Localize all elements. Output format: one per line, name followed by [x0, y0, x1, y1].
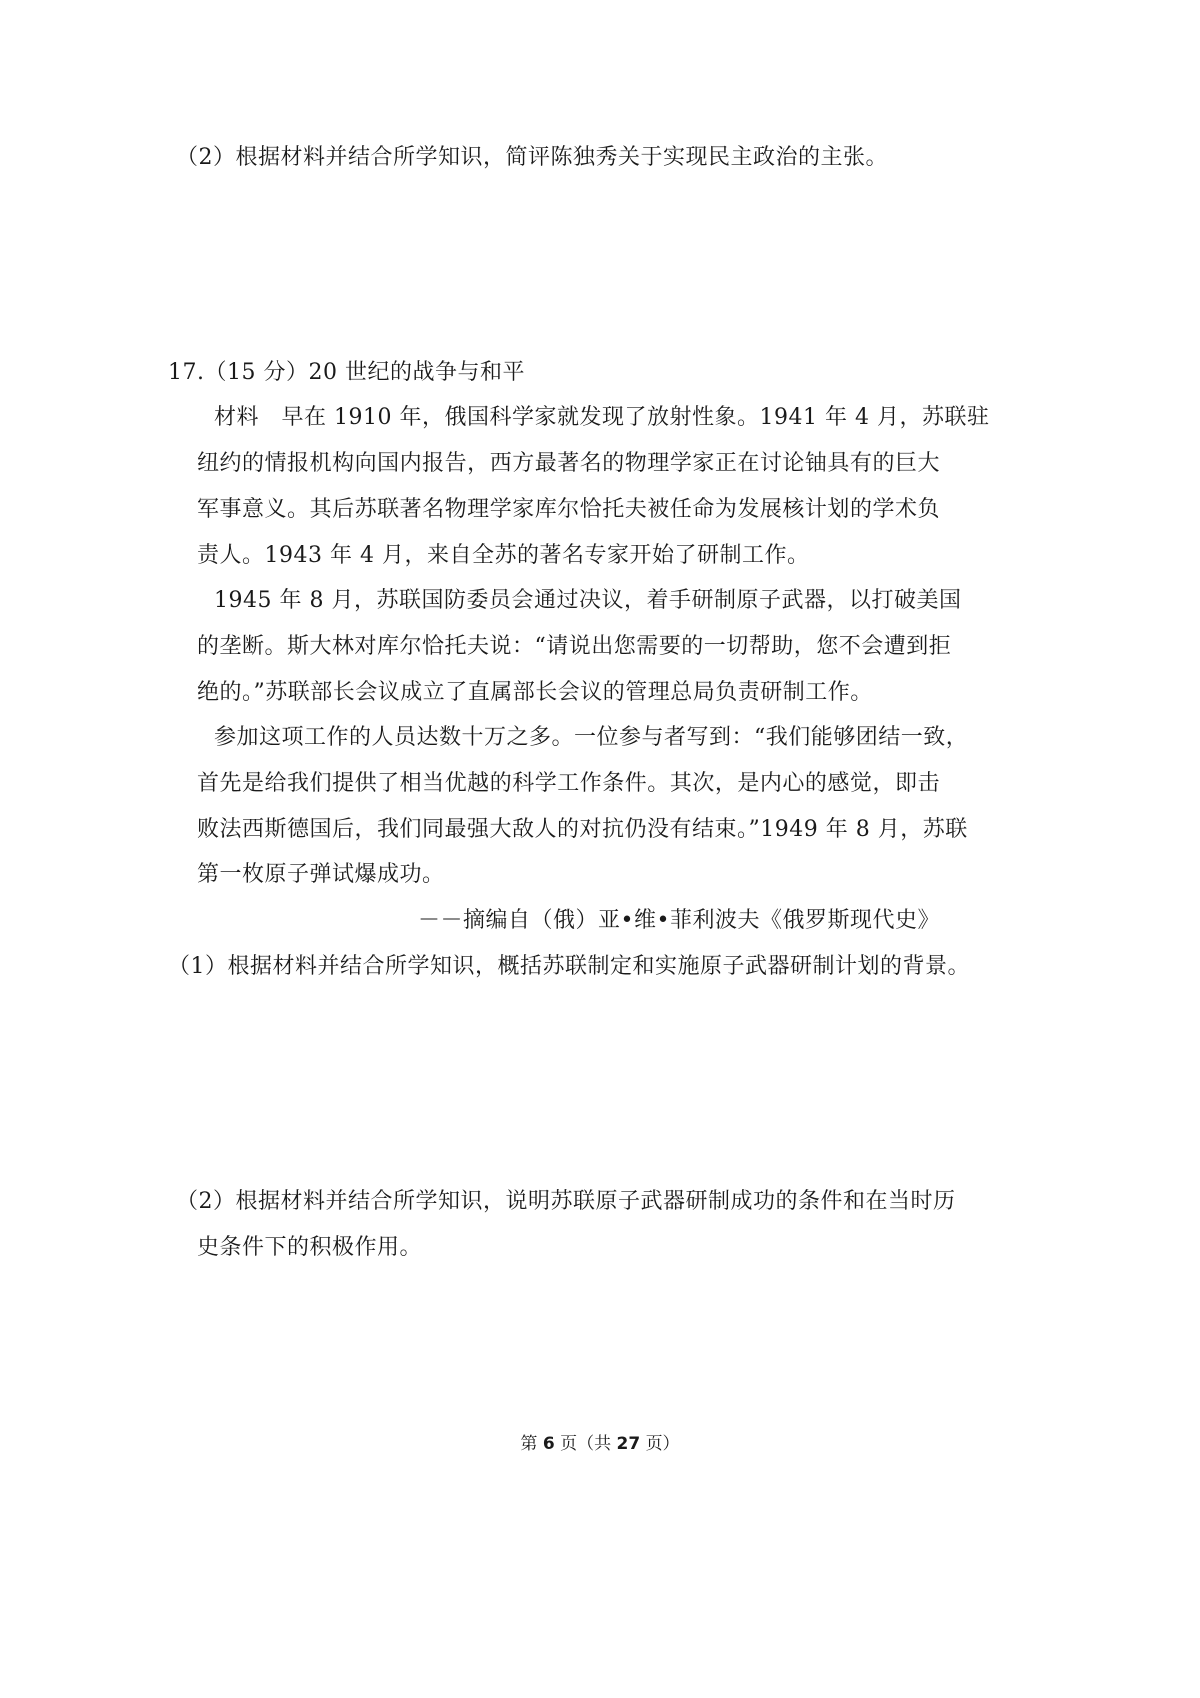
material-line: 第一枚原子弹试爆成功。 — [197, 862, 445, 887]
q17-part1: （1）根据材料并结合所学知识，概括苏联制定和实施原子武器研制计划的背景。 — [168, 954, 970, 979]
footer-prefix: 第 — [520, 1434, 538, 1454]
material-line: 军事意义。其后苏联著名物理学家库尔恰托夫被任命为发展核计划的学术负 — [197, 497, 940, 522]
q17-part2: 史条件下的积极作用。 — [197, 1235, 423, 1260]
material-line: 绝的。”苏联部长会议成立了直属部长会议的管理总局负责研制工作。 — [197, 680, 873, 705]
page-footer — [0, 1432, 1200, 1456]
material-line: 1945 年 8 月，苏联国防委员会通过决议，着手研制原子武器，以打破美国 — [214, 588, 962, 613]
q16-part2: （2）根据材料并结合所学知识，简评陈独秀关于实现民主政治的主张。 — [176, 145, 888, 170]
material-line: 败法西斯德国后，我们同最强大敌人的对抗仍没有结束。”1949 年 8 月，苏联 — [197, 817, 968, 842]
q17-title: 17.（15 分）20 世纪的战争与和平 — [168, 360, 525, 385]
material-line: 的垄断。斯大林对库尔恰托夫说：“请说出您需要的一切帮助，您不会遭到拒 — [197, 634, 952, 659]
footer-page-number: 6 — [542, 1434, 555, 1454]
material-line: 材料 早在 1910 年，俄国科学家就发现了放射性象。1941 年 4 月，苏联驻 — [214, 405, 990, 430]
material-source: －－摘编自（俄）亚•维•菲利波夫《俄罗斯现代史》 — [418, 908, 940, 933]
footer-suffix: 页） — [645, 1434, 680, 1454]
material-line: 责人。1943 年 4 月，来自全苏的著名专家开始了研制工作。 — [197, 543, 810, 568]
material-line: 参加这项工作的人员达数十万之多。一位参与者写到：“我们能够团结一致， — [214, 725, 969, 750]
footer-total-pages: 27 — [616, 1434, 641, 1454]
q17-part2: （2）根据材料并结合所学知识，说明苏联原子武器研制成功的条件和在当时历 — [176, 1189, 956, 1214]
material-line: 首先是给我们提供了相当优越的科学工作条件。其次，是内心的感觉，即击 — [197, 771, 940, 796]
footer-middle: 页（共 — [560, 1434, 612, 1454]
material-line: 纽约的情报机构向国内报告，西方最著名的物理学家正在讨论铀具有的巨大 — [197, 451, 940, 476]
